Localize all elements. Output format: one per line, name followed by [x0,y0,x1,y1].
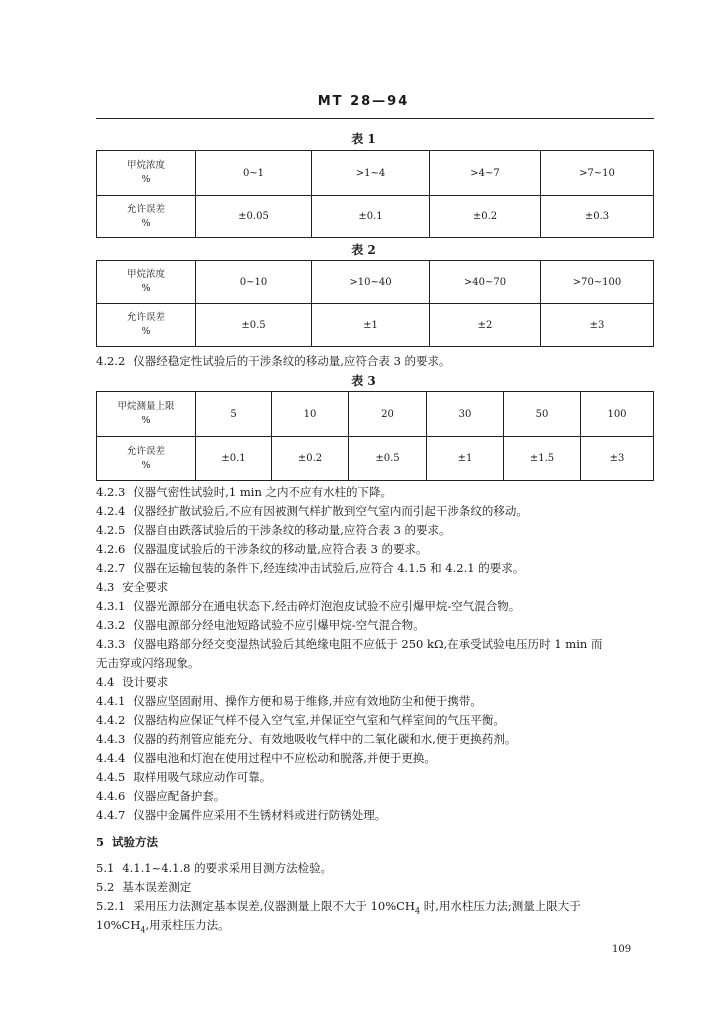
table-2 [96,260,654,347]
table-cell: 100 [581,392,654,437]
table-cell: ±1 [312,304,430,347]
table-cell: ±0.2 [430,196,541,238]
clause-4-2-4: 4.2.4 仪器经扩散试验后,不应有因被测气样扩散到空气室内而引起干涉条纹的移动。 [96,504,528,518]
table-3-caption: 表 3 [351,374,376,388]
clause-4-3-3: 4.3.3 仪器电路部分经交变湿热试验后其绝缘电阻不应低于 250 kΩ,在承受试验电压历时 1 min 而 [96,637,603,651]
clause-5-1: 5.1 4.1.1~4.1.8 的要求采用目测方法检验。 [96,861,333,875]
clause-4-4-heading: 4.4 设计要求 [96,675,169,689]
table-cell: 5 [196,392,272,437]
table-2-row1-label: 甲烷浓度 % [97,261,196,304]
table-cell: >40~70 [430,261,541,304]
page-header: MT 28—94 [317,94,410,109]
table-1-row2-label: 允许误差 % [97,196,196,238]
clause-4-4-2: 4.4.2 仪器结构应保证气样不侵入空气室,并保证空气室和气样室间的气压平衡。 [96,713,505,727]
table-cell: >4~7 [430,151,541,196]
clause-5-2-1-cont: $10\%CH_4$,用汞柱压力法。 [96,918,230,935]
table-2-caption: 表 2 [351,243,376,257]
section-5-heading: 5 试验方法 [96,835,159,849]
clause-5-2-1: 5.2.1 采用压力法测定基本误差,仪器测量上限不大于 $10\%CH_4$ 时,用水柱压力法;测量上限大于 [96,899,581,916]
clause-4-4-1: 4.4.1 仪器应坚固耐用、操作方便和易于维修,并应有效地防尘和便于携带。 [96,694,482,708]
table-3-row2-label: 允许误差 % [97,437,196,481]
clause-5-2: 5.2 基本误差测定 [96,880,192,894]
table-cell: ±0.2 [272,437,349,481]
clause-4-4-4: 4.4.4 仪器电池和灯泡在使用过程中不应松动和脱落,并便于更换。 [96,751,436,765]
clause-4-3-1: 4.3.1 仪器光源部分在通电状态下,经击碎灯泡泡皮试验不应引爆甲烷-空气混合物。 [96,599,521,613]
clause-4-2-6: 4.2.6 仪器温度试验后的干涉条纹的移动量,应符合表 3 的要求。 [96,542,428,556]
clause-4-4-6: 4.4.6 仪器应配备护套。 [96,789,226,803]
table-cell: >70~100 [541,261,654,304]
table-cell: ±1 [427,437,504,481]
table-cell: 30 [427,392,504,437]
clause-4-2-2: 4.2.2 仪器经稳定性试验后的干涉条纹的移动量,应符合表 3 的要求。 [96,354,451,368]
table-3 [96,391,654,481]
table-cell: 0~1 [196,151,312,196]
clause-4-3-3-cont: 无击穿或闪络现象。 [96,656,200,670]
table-cell: 0~10 [196,261,312,304]
table-2-row2-label: 允许误差 % [97,304,196,347]
header-rule [96,118,654,119]
clause-4-4-7: 4.4.7 仪器中金属件应采用不生锈材料或进行防锈处理。 [96,808,387,822]
table-cell: ±1.5 [504,437,581,481]
table-cell: ±0.1 [312,196,430,238]
table-cell: >1~4 [312,151,430,196]
table-cell: ±0.5 [196,304,312,347]
clause-4-2-3: 4.2.3 仪器气密性试验时,1 min 之内不应有水柱的下降。 [96,485,393,499]
table-3-row1-label: 甲烷测量上限 % [97,392,196,437]
table-cell: ±3 [581,437,654,481]
table-cell: ±0.3 [541,196,654,238]
table-cell: ±0.1 [196,437,272,481]
clause-4-2-7: 4.2.7 仪器在运输包装的条件下,经连续冲击试验后,应符合 4.1.5 和 4.2.1 的要求。 [96,561,525,575]
clause-4-3-heading: 4.3 安全要求 [96,580,169,594]
table-cell: ±0.5 [349,437,427,481]
table-1-caption: 表 1 [351,132,376,146]
table-cell: ±0.05 [196,196,312,238]
table-1-row1-label: 甲烷浓度 % [97,151,196,196]
page-number: 109 [612,944,632,955]
table-cell: 50 [504,392,581,437]
table-cell: >7~10 [541,151,654,196]
table-cell: 10 [272,392,349,437]
table-cell: 20 [349,392,427,437]
table-cell: ±2 [430,304,541,347]
table-cell: >10~40 [312,261,430,304]
clause-4-4-5: 4.4.5 取样用吸气球应动作可靠。 [96,770,272,784]
clause-4-3-2: 4.3.2 仪器电源部分经电池短路试验不应引爆甲烷-空气混合物。 [96,618,425,632]
clause-4-4-3: 4.4.3 仪器的药剂管应能充分、有效地吸收气样中的二氧化碳和水,便于更换药剂。 [96,732,517,746]
table-1 [96,150,654,238]
clause-4-2-5: 4.2.5 仪器自由跌落试验后的干涉条纹的移动量,应符合表 3 的要求。 [96,523,451,537]
table-cell: ±3 [541,304,654,347]
